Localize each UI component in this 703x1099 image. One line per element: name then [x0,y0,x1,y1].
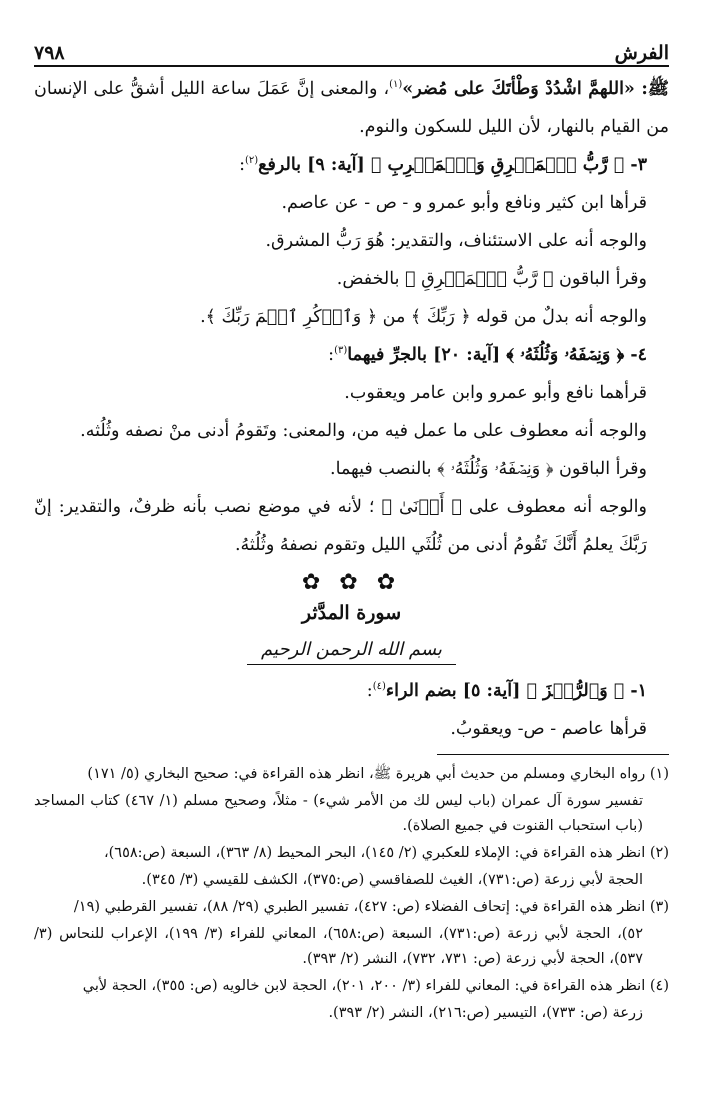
page-number: ٧٩٨ [34,42,65,64]
main-text [34,70,669,748]
footnotes [34,762,669,1028]
ornament-divider: ✿ ✿ ✿ [301,570,402,595]
paragraph: وقرأ الباقون ﴿ رَّبُّ ٱلۡمَشۡرِقِ ﴾ بالخفض. [336,269,647,289]
footnote-4: (٤) انظر هذه القراءة في: المعاني للفراء (٣/ ٢٠٠، ٢٠١)، الحجة لابن خالويه (ص: ٣٥٥)، الحجة لأبي [82,978,669,994]
paragraph: والوجه أنه على الاستئناف، والتقدير: هُوَ رَبُّ المشرق. [265,231,647,251]
footnote-4-continued: زرعة (ص: ٧٣٣)، التيسير (ص:٢١٦)، النشر (٢/ ٣٩٣). [328,1005,643,1021]
footnote-1-continued: تفسير سورة آل عمران (باب ليس لك من الأمر شيء) - مثلاً، وصحيح مسلم (١/ ٤٦٧) كتاب المساجد (باب استحباب القنوت في جميع الصلاة). [34,793,644,834]
surah-title: سورة المدَّثر [301,602,402,624]
paragraph: قرأهما نافع وأبو عمرو وابن عامر ويعقوب. [344,383,647,403]
page-header [34,36,669,64]
paragraph-hadith: ﷺ: «اللهمَّ اشْدُدْ وَطْأتَكَ على مُضر»$^{(١)}$، والمعنى إنَّ عَمَلَ ساعة الليل أشقُّ على الإنسان من القيام بالنهار، لأن الليل للسكون والنوم. [34,79,669,137]
paragraph: قرأها ابن كثير ونافع وأبو عمرو و - ص - عن عاصم. [281,193,647,213]
basmala: بسم الله الرحمن الرحيم [34,628,669,672]
paragraph: قرأها عاصم - ص- ويعقوبُ. [450,719,647,739]
page [34,0,669,1099]
paragraph: وقرأ الباقون ﴿ وَنِصۡفَهُۥ وَثُلُثَهُۥ ﴾ بالنصب فيهما. [330,459,647,479]
running-title: الفرش [614,42,669,64]
footnote-3-continued: ٥٢)، الحجة لأبي زرعة (ص:٧٣١)، السبعة (ص:٦٥٨)، المعاني للفراء (٣/ ١٩٩)، الإعراب للنحاس (٣/ ٥٣٧)، الحجة لأبي زرعة (ص: ٧٣١، ٧٣٢)، النشر (٢/ ٣٩٣). [34,926,643,967]
reading-3-heading: ٣- ﴿ رَّبُّ ٱلۡمَشۡرِقِ وَٱلۡمَغۡرِبِ ﴾ [آية: ٩] بالرفع$^{(٢)}$: [239,155,647,175]
footnote-1: (١) رواه البخاري ومسلم من حديث أبي هريرة ﷺ، انظر هذه القراءة في: صحيح البخاري (٥/ ١٧١) [87,766,669,782]
footnote-rule [437,754,669,755]
footnote-3: (٣) انظر هذه القراءة في: إتحاف الفضلاء (ص: ٤٢٧)، تفسير الطبري (٢٩/ ٨٨)، تفسير القرطبي (١٩/ [73,899,669,915]
footnote-2-continued: الحجة لأبي زرعة (ص:٧٣١)، الغيث للصفاقسي (ص:٣٧٥)، الكشف للقيسي (٣/ ٣٤٥). [141,872,643,888]
header-rule [34,65,669,67]
reading-4-heading: ٤- ﴿ وَنِصۡفَهُۥ وَثُلُثَهُۥ ﴾ [آية: ٢٠] بالجرِّ فيهما$^{(٣)}$: [328,345,647,365]
reading-1-heading: ١- ﴿ وَٱلرُّجۡزَ ﴾ [آية: ٥] بضم الراء$^{(٤)}$: [366,681,647,701]
paragraph: والوجه أنه معطوف على ما عمل فيه من، والمعنى: وتَقومُ أدنى منْ نصفه وثُلُثه. [80,421,647,441]
footnote-2: (٢) انظر هذه القراءة في: الإملاء للعكبري (٢/ ١٤٥)، البحر المحيط (٨/ ٣٦٣)، السبعة (ص:٦٥٨)، [103,845,669,861]
paragraph: والوجه أنه بدلٌ من قوله ﴿ رَبِّكَ ﴾ من ﴿ وَٱذۡكُرِ ٱسۡمَ رَبِّكَ ﴾. [200,307,647,327]
paragraph: والوجه أنه معطوف على ﴿ أَدۡنَىٰ ﴾ ؛ لأنه في موضع نصب بأنه ظرفٌ، والتقدير: إنّ رَبَّكَ يعلمُ أَنَّكَ تَقُومُ أدنى من ثُلُثَي الليل وتقوم نصفهُ وثُلُثهُ. [34,497,647,555]
